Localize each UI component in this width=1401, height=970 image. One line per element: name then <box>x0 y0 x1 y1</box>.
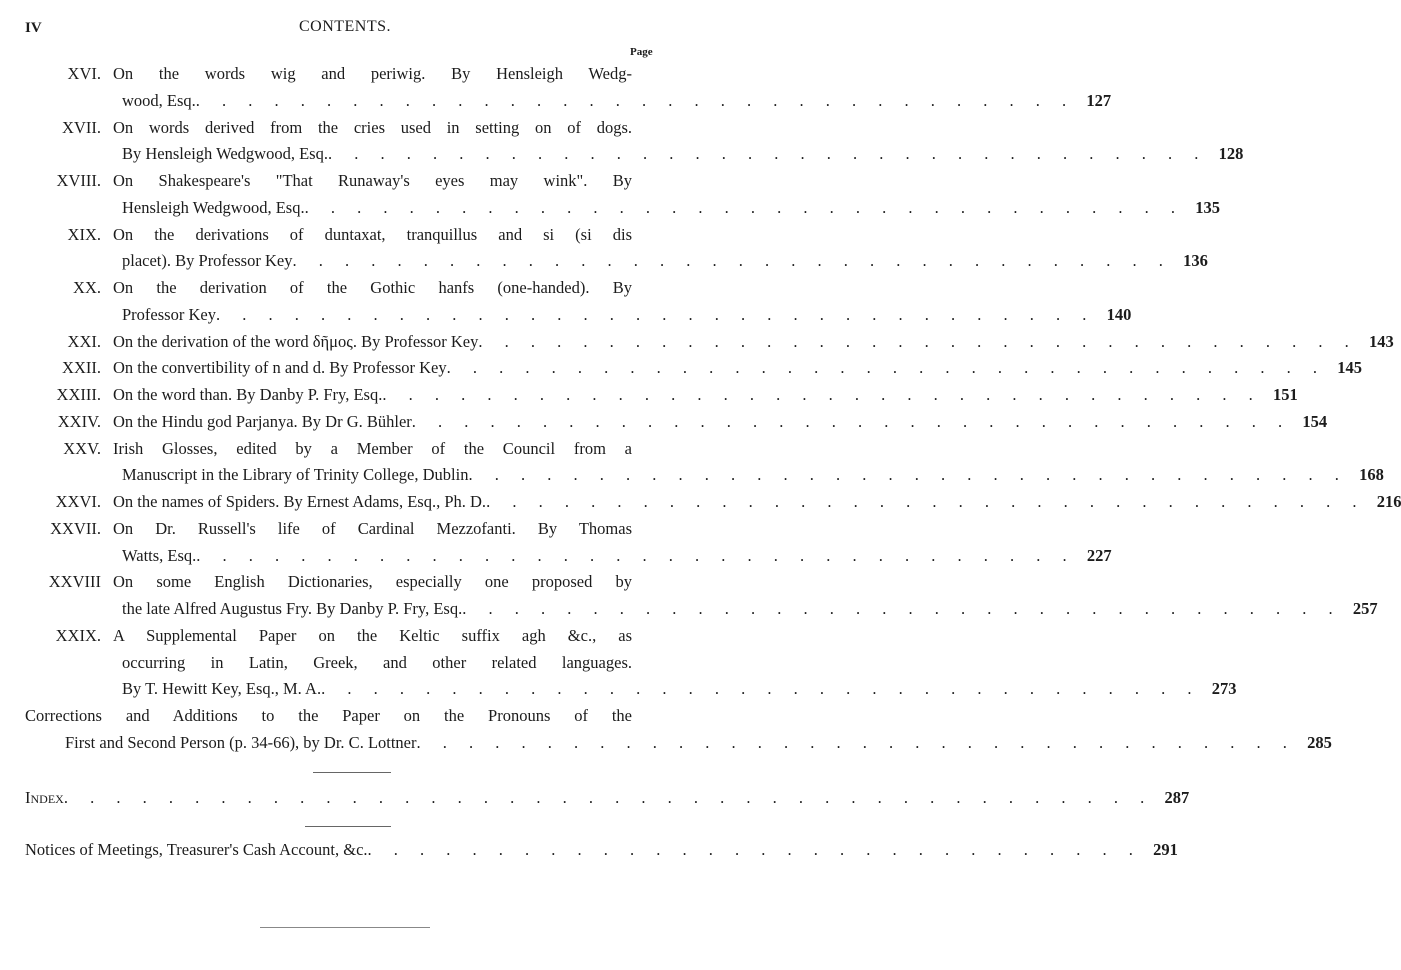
toc-entry-line <box>0 569 690 595</box>
running-title: CONTENTS. <box>298 18 392 35</box>
page-number: 127 <box>1086 90 1112 110</box>
page-number: 227 <box>1086 545 1112 565</box>
entry-numeral: XXIII. <box>56 385 101 405</box>
dot-leader: . . . . . . . . . . . . . . . . . . . . . . . . . . . . . . . . . . <box>321 679 1201 699</box>
page-number: 291 <box>1153 840 1178 859</box>
toc-entry-line <box>0 436 690 462</box>
entry-title: On some English Dictionaries, especially one proposed by <box>113 572 632 592</box>
entry-numeral: XXVIII <box>48 572 101 592</box>
toc-entry-line[interactable] <box>0 355 1362 381</box>
page-number: 285 <box>1307 733 1332 752</box>
toc-entry-line[interactable] <box>0 88 1112 114</box>
toc-entry-line <box>0 222 690 248</box>
toc-entry-line[interactable] <box>0 730 1332 756</box>
entry-title: On the convertibility of n and d. By Professor Key <box>113 358 447 378</box>
page-number: 151 <box>1272 385 1298 405</box>
toc-entry-line <box>0 650 690 676</box>
dot-leader: . . . . . . . . . . . . . . . . . . . . . . . . . . . . . . . . . . . . . . . . . . <box>63 788 1154 807</box>
entry-title: occurring in Latin, Greek, and other related languages. <box>122 652 632 672</box>
entry-title: Manuscript in the Library of Trinity College, Dublin <box>122 465 469 485</box>
entry-title: Notices of Meetings, Treasurer's Cash Account, &c. <box>25 840 368 859</box>
entry-numeral: XVI. <box>67 64 101 83</box>
entry-title: On the derivations of duntaxat, tranquillus and si (si dis <box>113 224 632 244</box>
end-rule <box>260 927 430 928</box>
toc-entry-line[interactable] <box>0 382 1298 408</box>
toc-entry-line <box>0 703 690 729</box>
divider-rule <box>305 826 391 827</box>
entry-title: On the derivation of the word δῆμος. By Professor Key <box>113 331 479 351</box>
toc-entry-line[interactable] <box>0 462 1384 488</box>
dot-leader: . . . . . . . . . . . . . . . . . . . . . . . . . . . . . . . . . . <box>327 144 1208 164</box>
entry-title: On words derived from the cries used in setting on of dogs. <box>113 117 632 137</box>
page-number: 257 <box>1352 599 1378 619</box>
entry-title: Index <box>25 788 64 807</box>
entry-title: the late Alfred Augustus Fry. By Danby P. Fry, Esq. <box>122 599 463 619</box>
entry-title: On Shakespeare's "That Runaway's eyes may wink". By <box>113 171 632 191</box>
page-number: 143 <box>1369 331 1394 351</box>
entry-title: On the words wig and periwig. By Hensleigh Wedg- <box>113 64 632 83</box>
dot-leader: . . . . . . . . . . . . . . . . . . . . . . . . . . . . . . . . . . <box>195 90 1076 110</box>
entry-numeral: XXIX. <box>55 625 101 645</box>
toc-entry-line[interactable] <box>0 141 1244 167</box>
toc-entry-line <box>0 275 690 301</box>
page-number: 136 <box>1183 251 1208 271</box>
page-number: 145 <box>1337 358 1362 378</box>
toc-entry-notices[interactable] <box>0 837 1178 863</box>
page-number: 168 <box>1359 465 1384 485</box>
entry-title: On Dr. Russell's life of Cardinal Mezzofanti. By Thomas <box>113 518 632 538</box>
entry-title: By T. Hewitt Key, Esq., M. A. <box>122 679 322 699</box>
toc-entry-line[interactable] <box>0 329 1394 355</box>
dot-leader: . . . . . . . . . . . . . . . . . . . . . . . . . . . . . . . . . . <box>478 331 1358 351</box>
entry-numeral: XXVII. <box>50 518 101 538</box>
entry-numeral: XXVI. <box>55 492 101 512</box>
dot-leader: . . . . . . . . . . . . . . . . . . . . . . . . . . . . . . . . . . <box>292 251 1172 271</box>
dot-leader: . . . . . . . . . . . . . . . . . . . . . . . . . . . . . . . . . . <box>382 385 1262 405</box>
page-folio: IV <box>25 20 42 36</box>
page-column-label: Page <box>630 46 653 58</box>
entry-title: A Supplemental Paper on the Keltic suffix agh &c., as <box>113 625 632 645</box>
toc-entry-line <box>0 516 690 542</box>
toc-entry-line[interactable] <box>0 543 1112 569</box>
toc-entry-line[interactable] <box>0 248 1208 274</box>
toc-entry-index[interactable] <box>0 785 1190 811</box>
toc-entry-line[interactable] <box>0 489 1401 515</box>
toc-entry-line[interactable] <box>0 195 1220 221</box>
entry-title: First and Second Person (p. 34-66), by Dr. C. Lottner <box>65 733 417 752</box>
entry-numeral: XVIII. <box>56 171 101 191</box>
divider-rule <box>313 772 391 773</box>
toc-entry-line[interactable] <box>0 676 1237 702</box>
page-number: 140 <box>1106 304 1132 324</box>
entry-title: Corrections and Additions to the Paper on the Pronouns of the <box>25 706 632 726</box>
toc-entry-line[interactable] <box>0 596 1378 622</box>
dot-leader: . . . . . . . . . . . . . . . . . . . . . . . . . . . . . . . . . . <box>304 197 1184 217</box>
entry-title: On the Hindu god Parjanya. By Dr G. Bühler <box>113 411 412 431</box>
entry-numeral: XXII. <box>62 358 101 378</box>
entry-title: On the derivation of the Gothic hanfs (one-handed). By <box>113 278 632 298</box>
entry-title: Watts, Esq. <box>122 545 197 565</box>
entry-numeral: XXV. <box>63 438 101 458</box>
dot-leader: . . . . . . . . . . . . . . . . . . . . . . . . . . . . . . . . . . <box>446 358 1326 378</box>
page-number: 287 <box>1164 788 1190 807</box>
entry-title: placet). By Professor Key <box>122 251 293 271</box>
toc-entry-line <box>0 61 690 87</box>
page-number: 273 <box>1211 679 1237 699</box>
toc-entry-line[interactable] <box>0 302 1132 328</box>
page-number: 154 <box>1302 411 1328 431</box>
toc-entry-line[interactable] <box>0 409 1328 435</box>
dot-leader: . . . . . . . . . . . . . . . . . . . . . . . . . . . . . . . . . . <box>462 599 1342 619</box>
dot-leader: . . . . . . . . . . . . . . . . . . . . . . . . . . . . . . . . . . <box>416 733 1296 752</box>
dot-leader: . . . . . . . . . . . . . . . . . . . . . . . . . . . . . . . . . . <box>215 304 1096 324</box>
toc-entry-line <box>0 168 690 194</box>
entry-title: By Hensleigh Wedgwood, Esq. <box>122 144 328 164</box>
dot-leader: . . . . . . . . . . . . . . . . . . . . . . . . . . . . . . . . . . <box>411 411 1292 431</box>
page-number: 135 <box>1195 197 1220 217</box>
dot-leader: . . . . . . . . . . . . . . . . . . . . . . . . . . . . . . <box>367 840 1142 859</box>
toc-entry-line <box>0 623 690 649</box>
entry-numeral: XX. <box>73 278 101 298</box>
entry-title: Professor Key <box>122 304 216 324</box>
entry-title: Irish Glosses, edited by a Member of the Council from a <box>113 438 632 458</box>
entry-title: Hensleigh Wedgwood, Esq. <box>122 197 305 217</box>
entry-numeral: XIX. <box>67 224 101 244</box>
toc-entry-line <box>0 115 690 141</box>
page-number: 128 <box>1218 144 1244 164</box>
dot-leader: . . . . . . . . . . . . . . . . . . . . . . . . . . . . . . . . . . <box>468 465 1348 485</box>
page-number: 216 <box>1376 492 1401 512</box>
dot-leader: . . . . . . . . . . . . . . . . . . . . . . . . . . . . . . . . . . <box>486 492 1366 512</box>
entry-title: wood, Esq. <box>122 90 196 110</box>
dot-leader: . . . . . . . . . . . . . . . . . . . . . . . . . . . . . . . . . . <box>196 545 1076 565</box>
entry-numeral: XXIV. <box>57 411 101 431</box>
entry-title: On the names of Spiders. By Ernest Adams, Esq., Ph. D. <box>113 492 487 512</box>
entry-title: On the word than. By Danby P. Fry, Esq. <box>113 385 383 405</box>
entry-numeral: XVII. <box>62 117 101 137</box>
entry-numeral: XXI. <box>67 331 101 351</box>
